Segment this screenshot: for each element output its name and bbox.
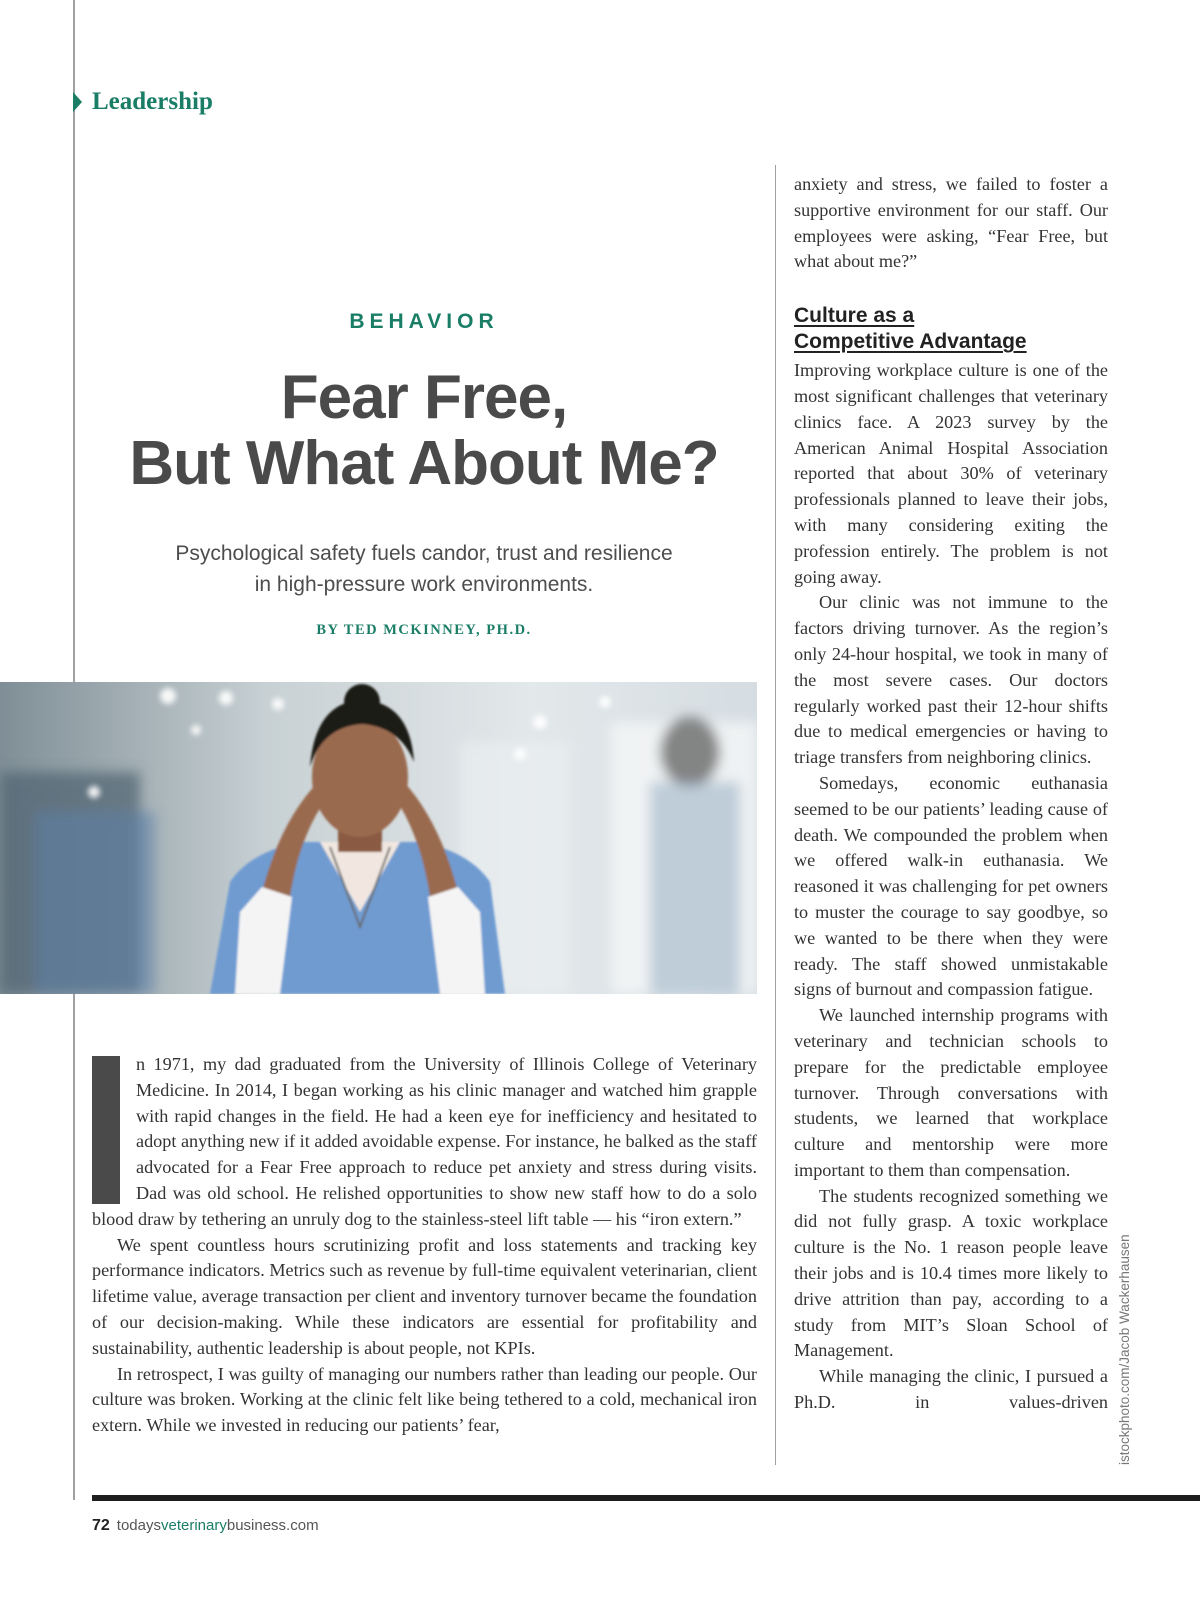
- article-body-left-column: [92, 1052, 757, 1439]
- body-paragraph: Our clinic was not immune to the factors driving turnover. As the region’s only 24-hour hospital, we took in many of the most severe cases. Our doctors regularly worked past their 12-hour shifts due to medical emergencies or having to triage transfers from neighboring clinics.: [794, 592, 1108, 768]
- drop-cap-i: [92, 1056, 120, 1204]
- photo-credit-text: istockphoto.com/Jacob Wackerhausen: [1117, 1234, 1132, 1465]
- photo-illustration: [0, 682, 757, 994]
- deck-line-1: Psychological safety fuels candor, trust and resilience: [175, 542, 673, 565]
- page-footer: [92, 1517, 319, 1535]
- footer-rule: [92, 1495, 1200, 1501]
- photo-credit: [1117, 1210, 1139, 1465]
- subhead-line-1: Culture as a: [794, 304, 915, 328]
- subhead-line-2: Competitive Advantage: [794, 330, 1027, 354]
- body-paragraph-text: n 1971, my dad graduated from the University of Illinois College of Veterinary Medicine. In 2014, I began working as his clinic manager and watched him grapple with rapid changes in the field. He had a keen eye for inefficiency and hesitated to adopt anything new if it added avoidable expense. For instance, he balked as the staff advocated for a Fear Free approach to reduce pet anxiety and stress during visits. Dad was old school. He relished opportunities to show new staff how to do a solo blood draw by tethering an unruly dog to the stainless-steel lift table — his “iron extern.”: [92, 1054, 757, 1229]
- body-paragraph: While managing the clinic, I pursued a Ph.D. in values-driven: [794, 1366, 1108, 1413]
- deck-line-2: in high-pressure work environments.: [254, 573, 594, 596]
- body-paragraph: We spent countless hours scrutinizing profit and loss statements and tracking key performance indicators. Metrics such as revenue by full-time equivalent veterinarian, client lifetime value, average transaction per client and inventory turnover became the foundation of our decision-making. While these indicators are essential for profitability and sustainability, authentic leadership is about people, not KPIs.: [92, 1234, 757, 1358]
- body-paragraph-continuation: anxiety and stress, we failed to foster a supportive environment for our staff. Our employees were asking, “Fear Free, but what about me?”: [794, 174, 1108, 272]
- body-paragraph: We launched internship programs with veterinary and technician schools to prepare for the predictable employee turnover. Through conversations with students, we learned that workplace culture and mentorship were more important to them than compensation.: [794, 1005, 1108, 1180]
- site-url-suffix: business.com: [226, 1517, 319, 1534]
- article-byline: BY TED MCKINNEY, PH.D.: [316, 622, 532, 638]
- section-flag: [73, 88, 213, 116]
- headline-line-1: Fear Free,: [280, 363, 568, 432]
- headline-line-2: But What About Me?: [129, 429, 719, 498]
- site-url-prefix: todays: [116, 1517, 161, 1534]
- body-paragraph: The students recognized something we did not fully grasp. A toxic workplace culture is the No. 1 reason people leave their jobs and is 10.4 times more likely to drive attrition than pay, according to a study from MIT’s Sloan School of Management.: [794, 1185, 1108, 1361]
- section-triangle-icon: [73, 92, 82, 112]
- article-subhead: [794, 303, 1108, 355]
- article-deck: [90, 538, 758, 600]
- body-paragraph: [92, 1052, 757, 1233]
- section-label: Leadership: [92, 88, 213, 115]
- body-paragraph: In retrospect, I was guilty of managing our numbers rather than leading our people. Our culture was broken. Working at the clinic felt like being tethered to a cold, mechanical iron extern. While we invested in reducing our patients’ fear,: [92, 1363, 757, 1436]
- article-kicker: BEHAVIOR: [349, 310, 499, 333]
- column-divider: [775, 165, 776, 1465]
- stressed-nurse-photo: [0, 682, 757, 994]
- body-paragraph: Improving workplace culture is one of the most significant challenges that veterinary clinics face. A 2023 survey by the American Animal Hospital Association reported that about 30% of veterinary professionals planned to leave their jobs, with many considering exiting the profession entirely. The problem is not going away.: [794, 360, 1108, 587]
- page-number: 72: [92, 1517, 110, 1534]
- site-url-highlight: veterinary: [161, 1517, 227, 1534]
- body-paragraph: Somedays, economic euthanasia seemed to be our patients’ leading cause of death. We compounded the problem when we offered walk-in euthanasia. We reasoned it was challenging for pet owners to muster the courage to say goodbye, so we wanted to be there when they were ready. The staff showed unmistakable signs of burnout and compassion fatigue.: [794, 772, 1108, 1000]
- article-headline: [90, 365, 758, 497]
- article-body-right-column: [794, 172, 1108, 1416]
